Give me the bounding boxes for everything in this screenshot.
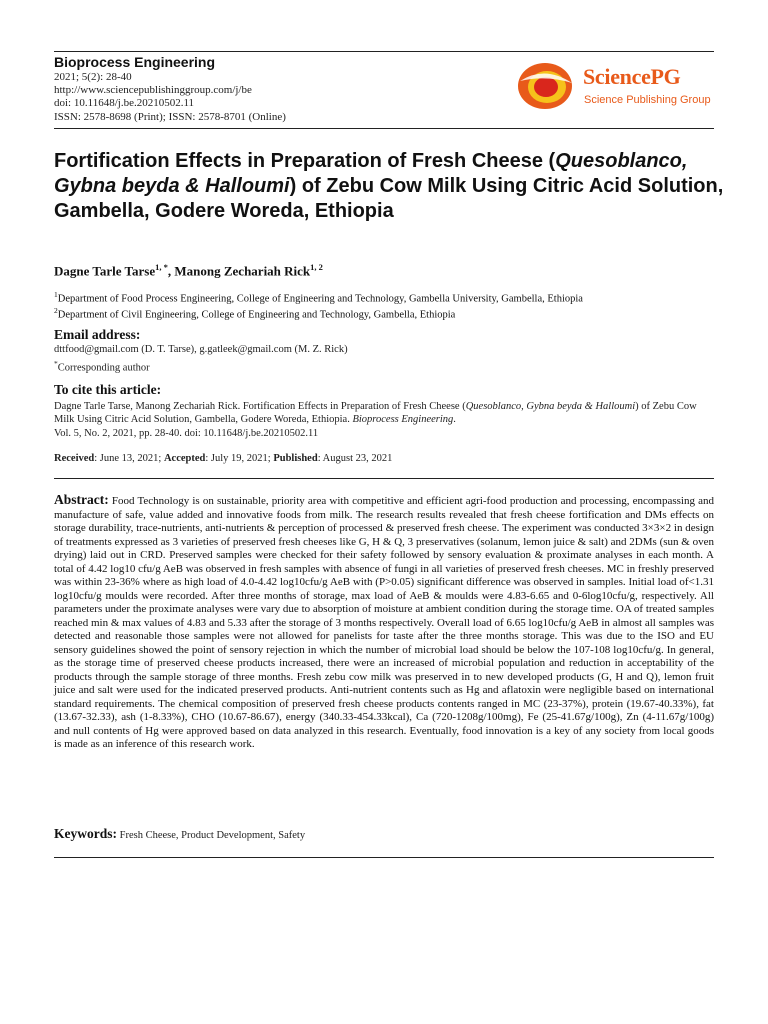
abstract-top-rule bbox=[54, 478, 714, 479]
citation-text: Dagne Tarle Tarse, Manong Zechariah Rick. Fortification Effects in Preparation of Fresh Cheese (Quesoblanco, Gybna beyda & Halloumi) of Zebu Cow Milk Using Citric Acid Solution, Gambella, Godere Woreda, Ethiopia. Bioprocess Engineering. bbox=[54, 401, 697, 426]
keywords bbox=[54, 826, 305, 842]
title-part1: Fortification Effects in Preparation of Fresh Cheese ( bbox=[54, 150, 556, 172]
abstract-text: Food Technology is on sustainable, priority area with competitive and efficient agri-food production and processing, encompassing and manufacture of safe, value added and innovative foods from milk. The research results revealed that fresh cheese fortification and DMs effects on storage durability, trace-nutrients, anti-nutrients & perception of processed & preserved fresh cheese. The experiment was conducted 3×3×2 in design of treatments expressed as 3 varieties of preserved fresh cheeses like G, H & Q, 3 preservatives (solanum, lemon juice & salt) and 2DMs (sun & oven drying) laid out in CRD. Preserved samples were checked for their safety followed by sensory evaluation & proximate analyses in each month. A total of 4.42 log10 cfu/g AeB was observed in fresh samples with absence of fungi in all varieties of preserved fresh cheeses. MC in freshly preserved was within 23-36% where as high load of 4.0-4.42 log10cfu/g AeB with (P>0.05) significant difference was observed in samples. Initial load of<1.31 log10cfu/g moulds were recorded. After three months of storage, max load of AeB & moulds were 4.83-6.65 and 0-6log10cfu/g, respectively. All parameters under the proximate analyses were vary due to absorption of moisture at ambient condition during the storage time. OA of treated samples reached min & max values of 4.83 and 5.33 after the storage of 3 months respectively. Overall load of 6.65 log10cfu/g AeB in almost all samples was detected and reasonable those samples were not allowed for panelists for taste after the three months storage. This was due to the ISO and EU sensory guidelines showed the point of sensory rejection in which the number of microbial load should be below the 107-108 log10cfu/g. In general, as the storage time of preserved cheese products increased, there were an increased of microbial population and reduction in acceptability of the products through the sample storage of three months. Fresh zebu cow milk was preserved in to new developed products (G, H and Q), lemon fruit juice and salt were used for the indicated preserved products. Anti-nutrient contents such as Hg and aflatoxin were negligible based on international standard requirements. The chemical composition of preserved fresh cheese products contents ranged in MC (23-37%), protein (19.67-40.33%), fat (13.67-32.33), ash (1-8.33%), CHO (10.67-86.67), energy (340.33-454.33kcal), Ca (720-1208g/100mg), Fe (25-41.67g/100g), Zn (4-11.67g/100g) and null contents of Hg were approved based on data analyzed in this research. Eventually, food innovation is a key of any society from local goods is made as an inference of this research work. bbox=[54, 495, 714, 750]
author-list bbox=[54, 262, 323, 279]
publication-dates: Received: June 13, 2021; Accepted: July 19, 2021; Published: August 23, 2021 bbox=[54, 453, 393, 464]
keywords-label: Keywords: bbox=[54, 826, 117, 841]
sciencepg-logo-icon bbox=[516, 61, 574, 111]
affiliation-2: $^2$Department of Civil Engineering, College of Engineering and Technology, Gambella, Ethiopia bbox=[54, 306, 456, 321]
journal-name: Bioprocess Engineering bbox=[54, 54, 216, 70]
email-addresses[interactable]: dttfood@gmail.com (D. T. Tarse), g.gatleek@gmail.com (M. Z. Rick) bbox=[54, 344, 348, 355]
doi-line[interactable]: doi: 10.11648/j.be.20210502.11 bbox=[54, 97, 195, 110]
top-rule bbox=[54, 51, 714, 52]
issn-line: ISSN: 2578-8698 (Print); ISSN: 2578-8701 (Online) bbox=[54, 110, 286, 123]
journal-header bbox=[54, 54, 474, 124]
logo-subtitle: Science Publishing Group bbox=[584, 94, 711, 106]
article-title bbox=[54, 149, 724, 224]
author-name: Dagne Tarle Tarse bbox=[54, 263, 156, 279]
author-affiliation-sup: 1, * bbox=[155, 262, 168, 272]
logo-wordmark: SciencePG bbox=[583, 64, 681, 89]
citation-line: 2021; 5(2): 28-40 bbox=[54, 71, 132, 83]
author-separator: , bbox=[167, 263, 175, 279]
abstract-label: Abstract: bbox=[54, 492, 109, 507]
journal-url[interactable]: http://www.sciencepublishinggroup.com/j/be bbox=[54, 84, 252, 97]
abstract bbox=[54, 493, 714, 752]
keywords-bottom-rule bbox=[54, 857, 714, 858]
publisher-logo bbox=[516, 58, 716, 114]
citation-block bbox=[54, 400, 714, 440]
cite-heading: To cite this article: bbox=[54, 382, 162, 397]
author-affiliation-sup: 1, 2 bbox=[310, 262, 323, 272]
affiliation-1: $^1$Department of Food Process Engineering, College of Engineering and Technology, Gambella University, Gambella, Ethiopia bbox=[54, 290, 583, 305]
title-italic: Quesoblanco, Gybna beyda & Halloumi bbox=[54, 150, 688, 197]
header-rule bbox=[54, 128, 714, 129]
corresponding-author-note: *Corresponding author bbox=[54, 359, 150, 374]
keywords-text: Fresh Cheese, Product Development, Safety bbox=[119, 830, 306, 841]
author-name: Manong Zechariah Rick bbox=[174, 263, 311, 279]
title-part2: ) of Zebu Cow Milk Using Citric Acid Solution, Gambella, Godere Woreda, Ethiopia bbox=[54, 175, 724, 222]
email-heading: Email address: bbox=[54, 327, 141, 342]
citation-volume-line: Vol. 5, No. 2, 2021, pp. 28-40. doi: 10.11648/j.be.20210502.11 bbox=[54, 427, 319, 439]
